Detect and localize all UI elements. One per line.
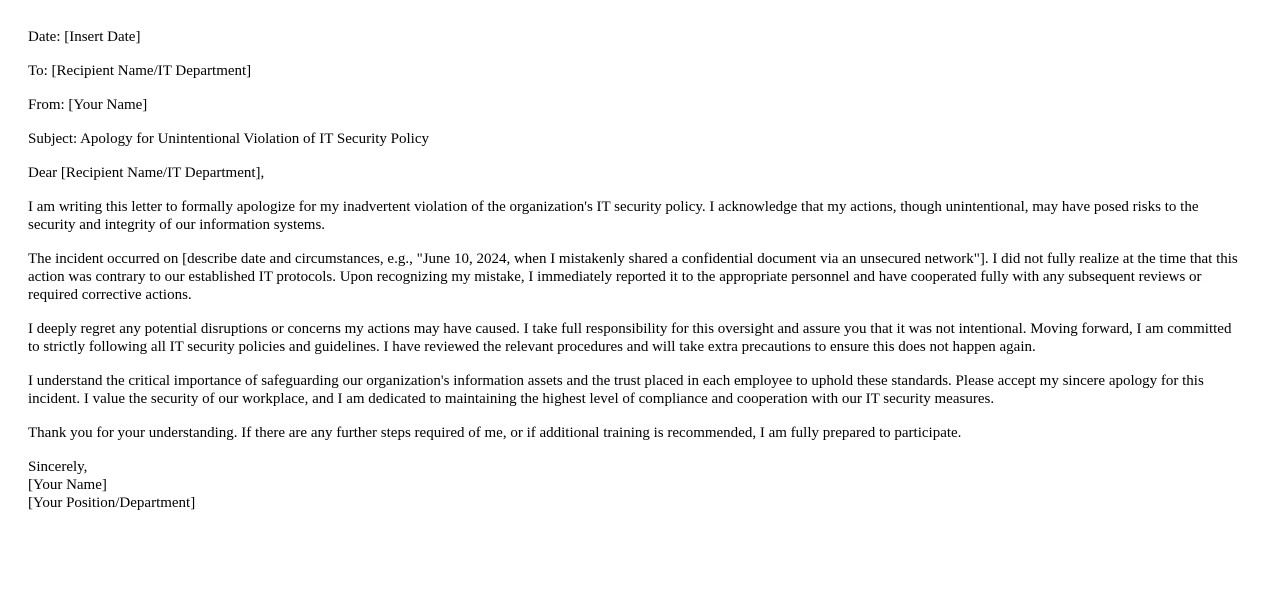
to-line: To: [Recipient Name/IT Department]: [28, 63, 252, 79]
paragraph-apology: I am writing this letter to formally apologize for my inadvertent violation of the organization's IT security policy. I acknowledge that my actions, though unintentional, may have posed risks to the security and integrity of our information systems.: [28, 199, 1199, 233]
signer-position: [Your Position/Department]: [28, 495, 196, 511]
signer-name: [Your Name]: [28, 477, 107, 493]
paragraph-importance: I understand the critical importance of safeguarding our organization's information assets and the trust placed in each employee to uphold these standards. Please accept my sincere apology for this incident. I value the security of our workplace, and I am dedicated to maintaining the highest level of compliance and cooperation with our IT security measures.: [28, 373, 1204, 407]
closing: Sincerely,: [28, 459, 88, 475]
signature-block: [28, 458, 1243, 512]
from-line: From: [Your Name]: [28, 97, 148, 113]
paragraph-incident: The incident occurred on [describe date and circumstances, e.g., "June 10, 2024, when I mistakenly shared a confidential document via an unsecured network"]. I did not fully realize at the time that this action was contrary to our established IT protocols. Upon recognizing my mistake, I immediately reported it to the appropriate personnel and have cooperated fully with any subsequent reviews or required corrective actions.: [28, 251, 1238, 303]
letter: [28, 28, 1243, 512]
date-line: Date: [Insert Date]: [28, 29, 141, 45]
subject-line: Subject: Apology for Unintentional Violation of IT Security Policy: [28, 131, 430, 147]
salutation: Dear [Recipient Name/IT Department],: [28, 165, 265, 181]
paragraph-thanks: Thank you for your understanding. If there are any further steps required of me, or if additional training is recommended, I am fully prepared to participate.: [28, 425, 962, 441]
paragraph-regret: I deeply regret any potential disruptions or concerns my actions may have caused. I take full responsibility for this oversight and assure you that it was not intentional. Moving forward, I am committed to strictly following all IT security policies and guidelines. I have reviewed the relevant procedures and will take extra precautions to ensure this does not happen again.: [28, 321, 1232, 355]
